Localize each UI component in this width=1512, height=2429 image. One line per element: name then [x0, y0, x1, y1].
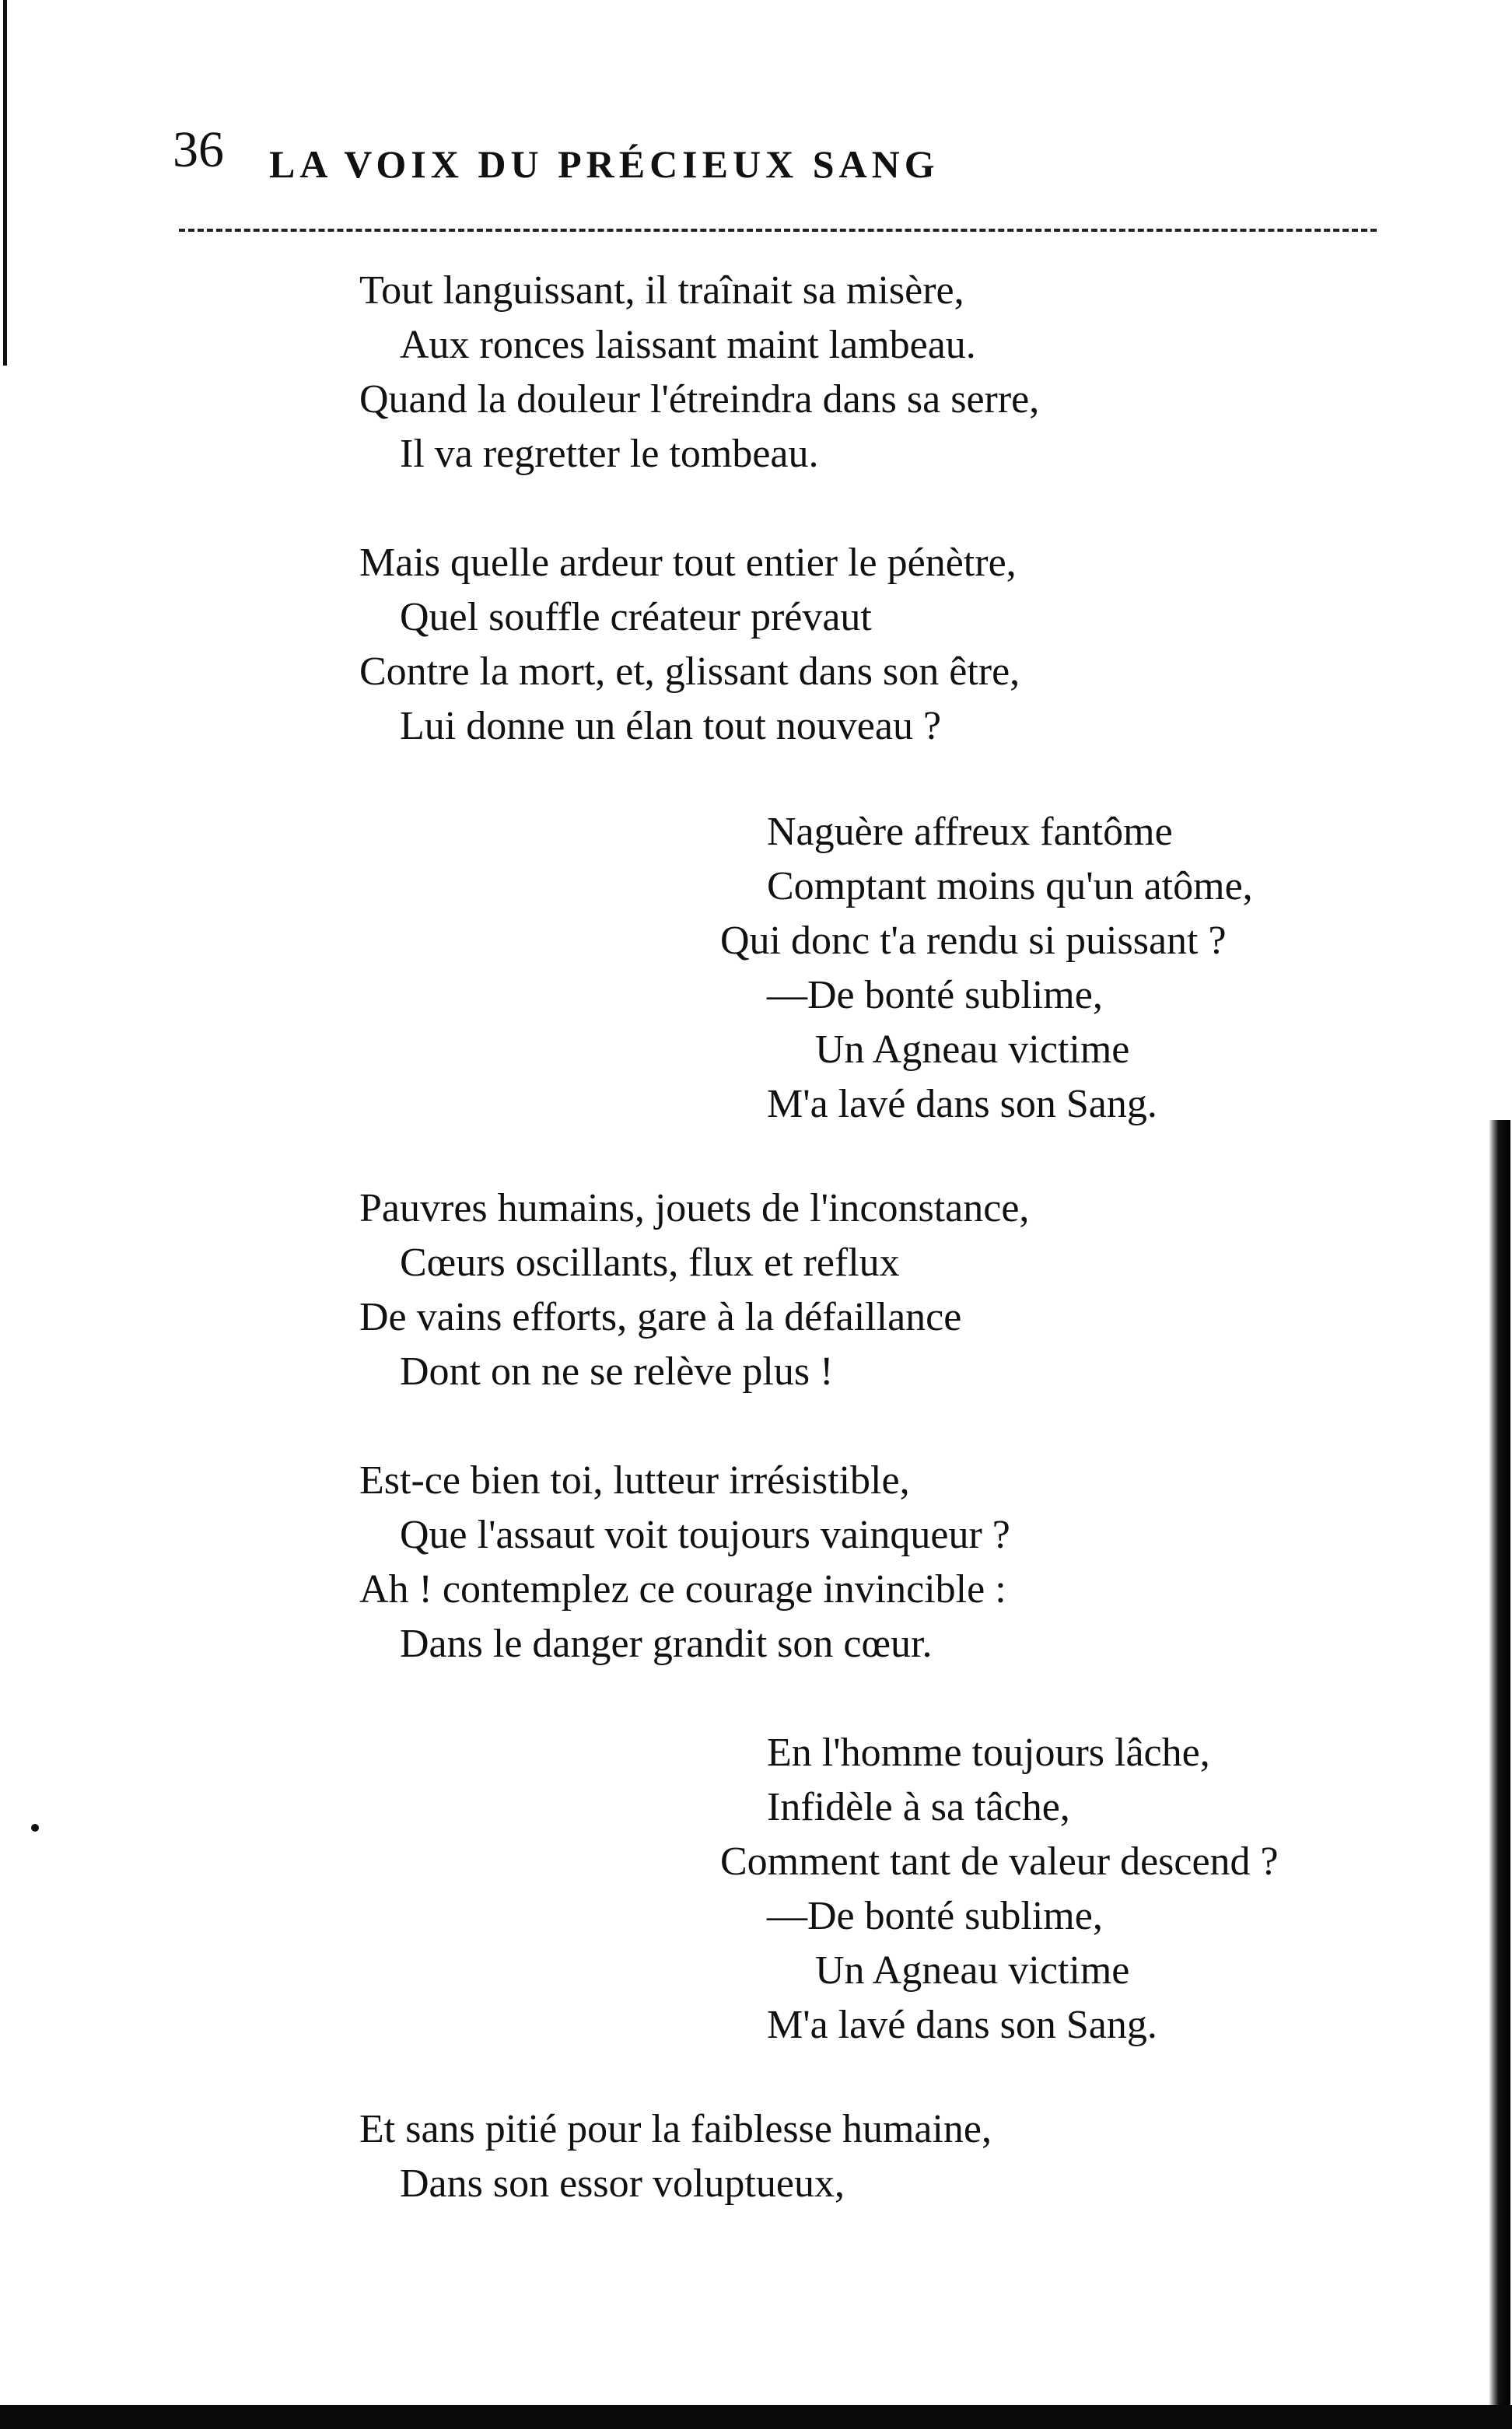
scan-left-edge — [3, 0, 7, 366]
refrain1-line-2: Comptant moins qu'un atôme, — [767, 864, 1253, 908]
refrain2-line-3: Comment tant de valeur descend ? — [720, 1839, 1279, 1884]
running-title: LA VOIX DU PRÉCIEUX SANG — [269, 142, 940, 186]
stanza3-line-1: Pauvres humains, jouets de l'inconstance, — [359, 1186, 1030, 1230]
stanza4-line-3: Ah ! contemplez ce courage invincible : — [359, 1567, 1006, 1612]
stanza4-line-4: Dans le danger grandit son cœur. — [400, 1622, 933, 1666]
refrain2-line-5: Un Agneau victime — [815, 1948, 1130, 1993]
stanza3-line-3: De vains efforts, gare à la défaillance — [359, 1295, 962, 1339]
stanza1-line-1: Tout languissant, il traînait sa misère, — [359, 268, 964, 313]
stanza3-line-4: Dont on ne se relève plus ! — [400, 1349, 834, 1394]
scan-right-edge — [1489, 1120, 1510, 2429]
page-number: 36 — [173, 121, 224, 178]
refrain1-line-4: —De bonté sublime, — [767, 973, 1103, 1017]
stanza5-line-2: Dans son essor voluptueux, — [400, 2161, 845, 2206]
refrain1-line-1: Naguère affreux fantôme — [767, 810, 1173, 854]
stanza3-line-2: Cœurs oscillants, flux et reflux — [400, 1241, 900, 1285]
stanza4-line-2: Que l'assaut voit toujours vainqueur ? — [400, 1513, 1010, 1557]
stanza2-line-4: Lui donne un élan tout nouveau ? — [400, 704, 942, 748]
margin-dot — [31, 1824, 39, 1832]
refrain1-line-3: Qui donc t'a rendu si puissant ? — [720, 919, 1227, 963]
stanza2-line-2: Quel souffle créateur prévaut — [400, 595, 872, 639]
refrain1-line-6: M'a lavé dans son Sang. — [767, 1082, 1157, 1126]
refrain1-line-5: Un Agneau victime — [815, 1027, 1130, 1072]
refrain2-line-6: M'a lavé dans son Sang. — [767, 2003, 1157, 2047]
stanza1-line-4: Il va regretter le tombeau. — [400, 432, 819, 476]
refrain2-line-2: Infidèle à sa tâche, — [767, 1785, 1070, 1829]
stanza5-line-1: Et sans pitié pour la faiblesse humaine, — [359, 2107, 992, 2151]
refrain2-line-4: —De bonté sublime, — [767, 1894, 1103, 1938]
refrain2-line-1: En l'homme toujours lâche, — [767, 1731, 1210, 1775]
stanza2-line-1: Mais quelle ardeur tout entier le pénètre, — [359, 541, 1017, 585]
stanza1-line-3: Quand la douleur l'étreindra dans sa serre, — [359, 377, 1040, 422]
stanza2-line-3: Contre la mort, et, glissant dans son être, — [359, 649, 1020, 694]
stanza1-line-2: Aux ronces laissant maint lambeau. — [400, 323, 976, 367]
header-rule — [179, 229, 1377, 232]
stanza4-line-1: Est-ce bien toi, lutteur irrésistible, — [359, 1458, 910, 1503]
scan-bottom-edge — [0, 2405, 1512, 2429]
